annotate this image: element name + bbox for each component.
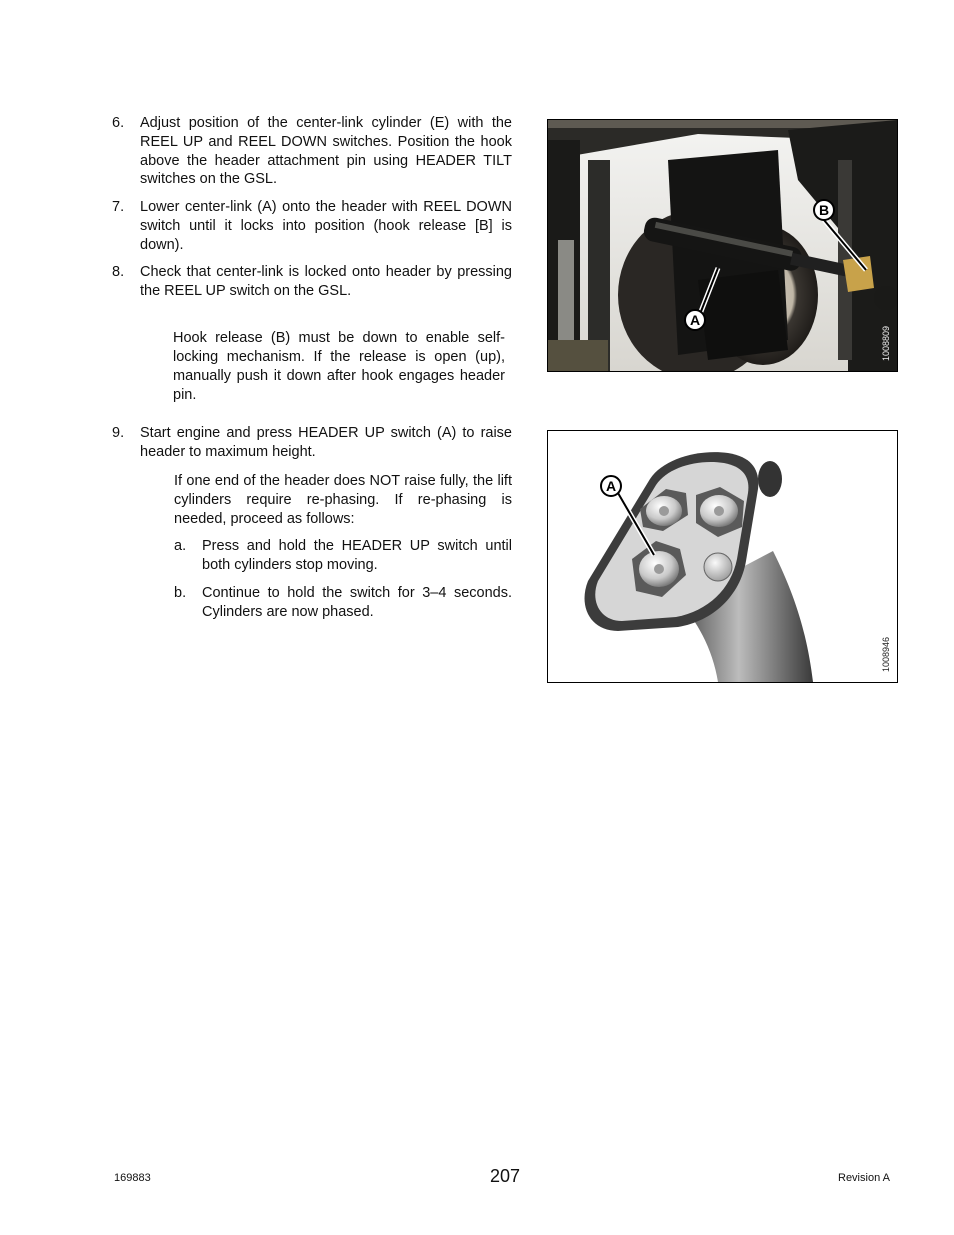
step-number: 8. bbox=[112, 264, 125, 280]
gsl-handle-drawing bbox=[548, 431, 897, 682]
figure-id: 1008809 bbox=[881, 325, 891, 361]
substep-b bbox=[174, 584, 512, 622]
figure-id: 1008946 bbox=[881, 636, 891, 672]
substep-letter: a. bbox=[174, 538, 187, 554]
callout-a-label: A bbox=[689, 312, 701, 328]
step-number: 9. bbox=[112, 425, 125, 441]
gsl-handle-illustration bbox=[547, 430, 898, 683]
substep-text: Press and hold the HEADER UP switch until both cylinders stop moving. bbox=[202, 538, 512, 573]
step-text: Check that center-link is locked onto header by pressing the REEL UP switch on the GSL. bbox=[140, 264, 512, 299]
center-link-illustration bbox=[548, 120, 897, 371]
callout-a-label: A bbox=[605, 478, 617, 494]
page-number: 207 bbox=[490, 1166, 521, 1186]
step-9 bbox=[112, 424, 512, 462]
callout-a bbox=[685, 310, 705, 330]
callout-b-label: B bbox=[818, 202, 830, 218]
step-text: Adjust position of the center-link cylinder (E) with the REEL UP and REEL DOWN switches. Position the hook above the header attachment pin using HEADER TILT switches on the GSL. bbox=[140, 115, 512, 188]
step-number: 6. bbox=[112, 115, 125, 131]
step-number: 7. bbox=[112, 199, 125, 215]
substep-text: Continue to hold the switch for 3–4 seconds. Cylinders are now phased. bbox=[202, 585, 512, 620]
substep-letter: b. bbox=[174, 585, 187, 601]
step-7 bbox=[112, 198, 512, 254]
center-link-photo bbox=[547, 119, 898, 372]
step-6 bbox=[112, 114, 512, 189]
callout-a bbox=[601, 476, 621, 496]
revision-label: Revision A bbox=[838, 1172, 890, 1184]
step-8 bbox=[112, 263, 512, 301]
step-text: Lower center-link (A) onto the header with REEL DOWN switch until it locks into position (hook release [B] is down). bbox=[140, 199, 512, 253]
note-hook-release: Hook release (B) must be down to enable self-locking mechanism. If the release is open (up), manually push it down after hook engages header pin. bbox=[173, 330, 505, 403]
callout-b bbox=[814, 200, 834, 220]
document-number: 169883 bbox=[114, 1172, 151, 1184]
substep-a bbox=[174, 537, 512, 575]
note-rephasing: If one end of the header does NOT raise fully, the lift cylinders require re-phasing. If re-phasing is needed, proceed as follows: bbox=[174, 473, 512, 527]
step-text: Start engine and press HEADER UP switch (A) to raise header to maximum height. bbox=[140, 425, 512, 460]
